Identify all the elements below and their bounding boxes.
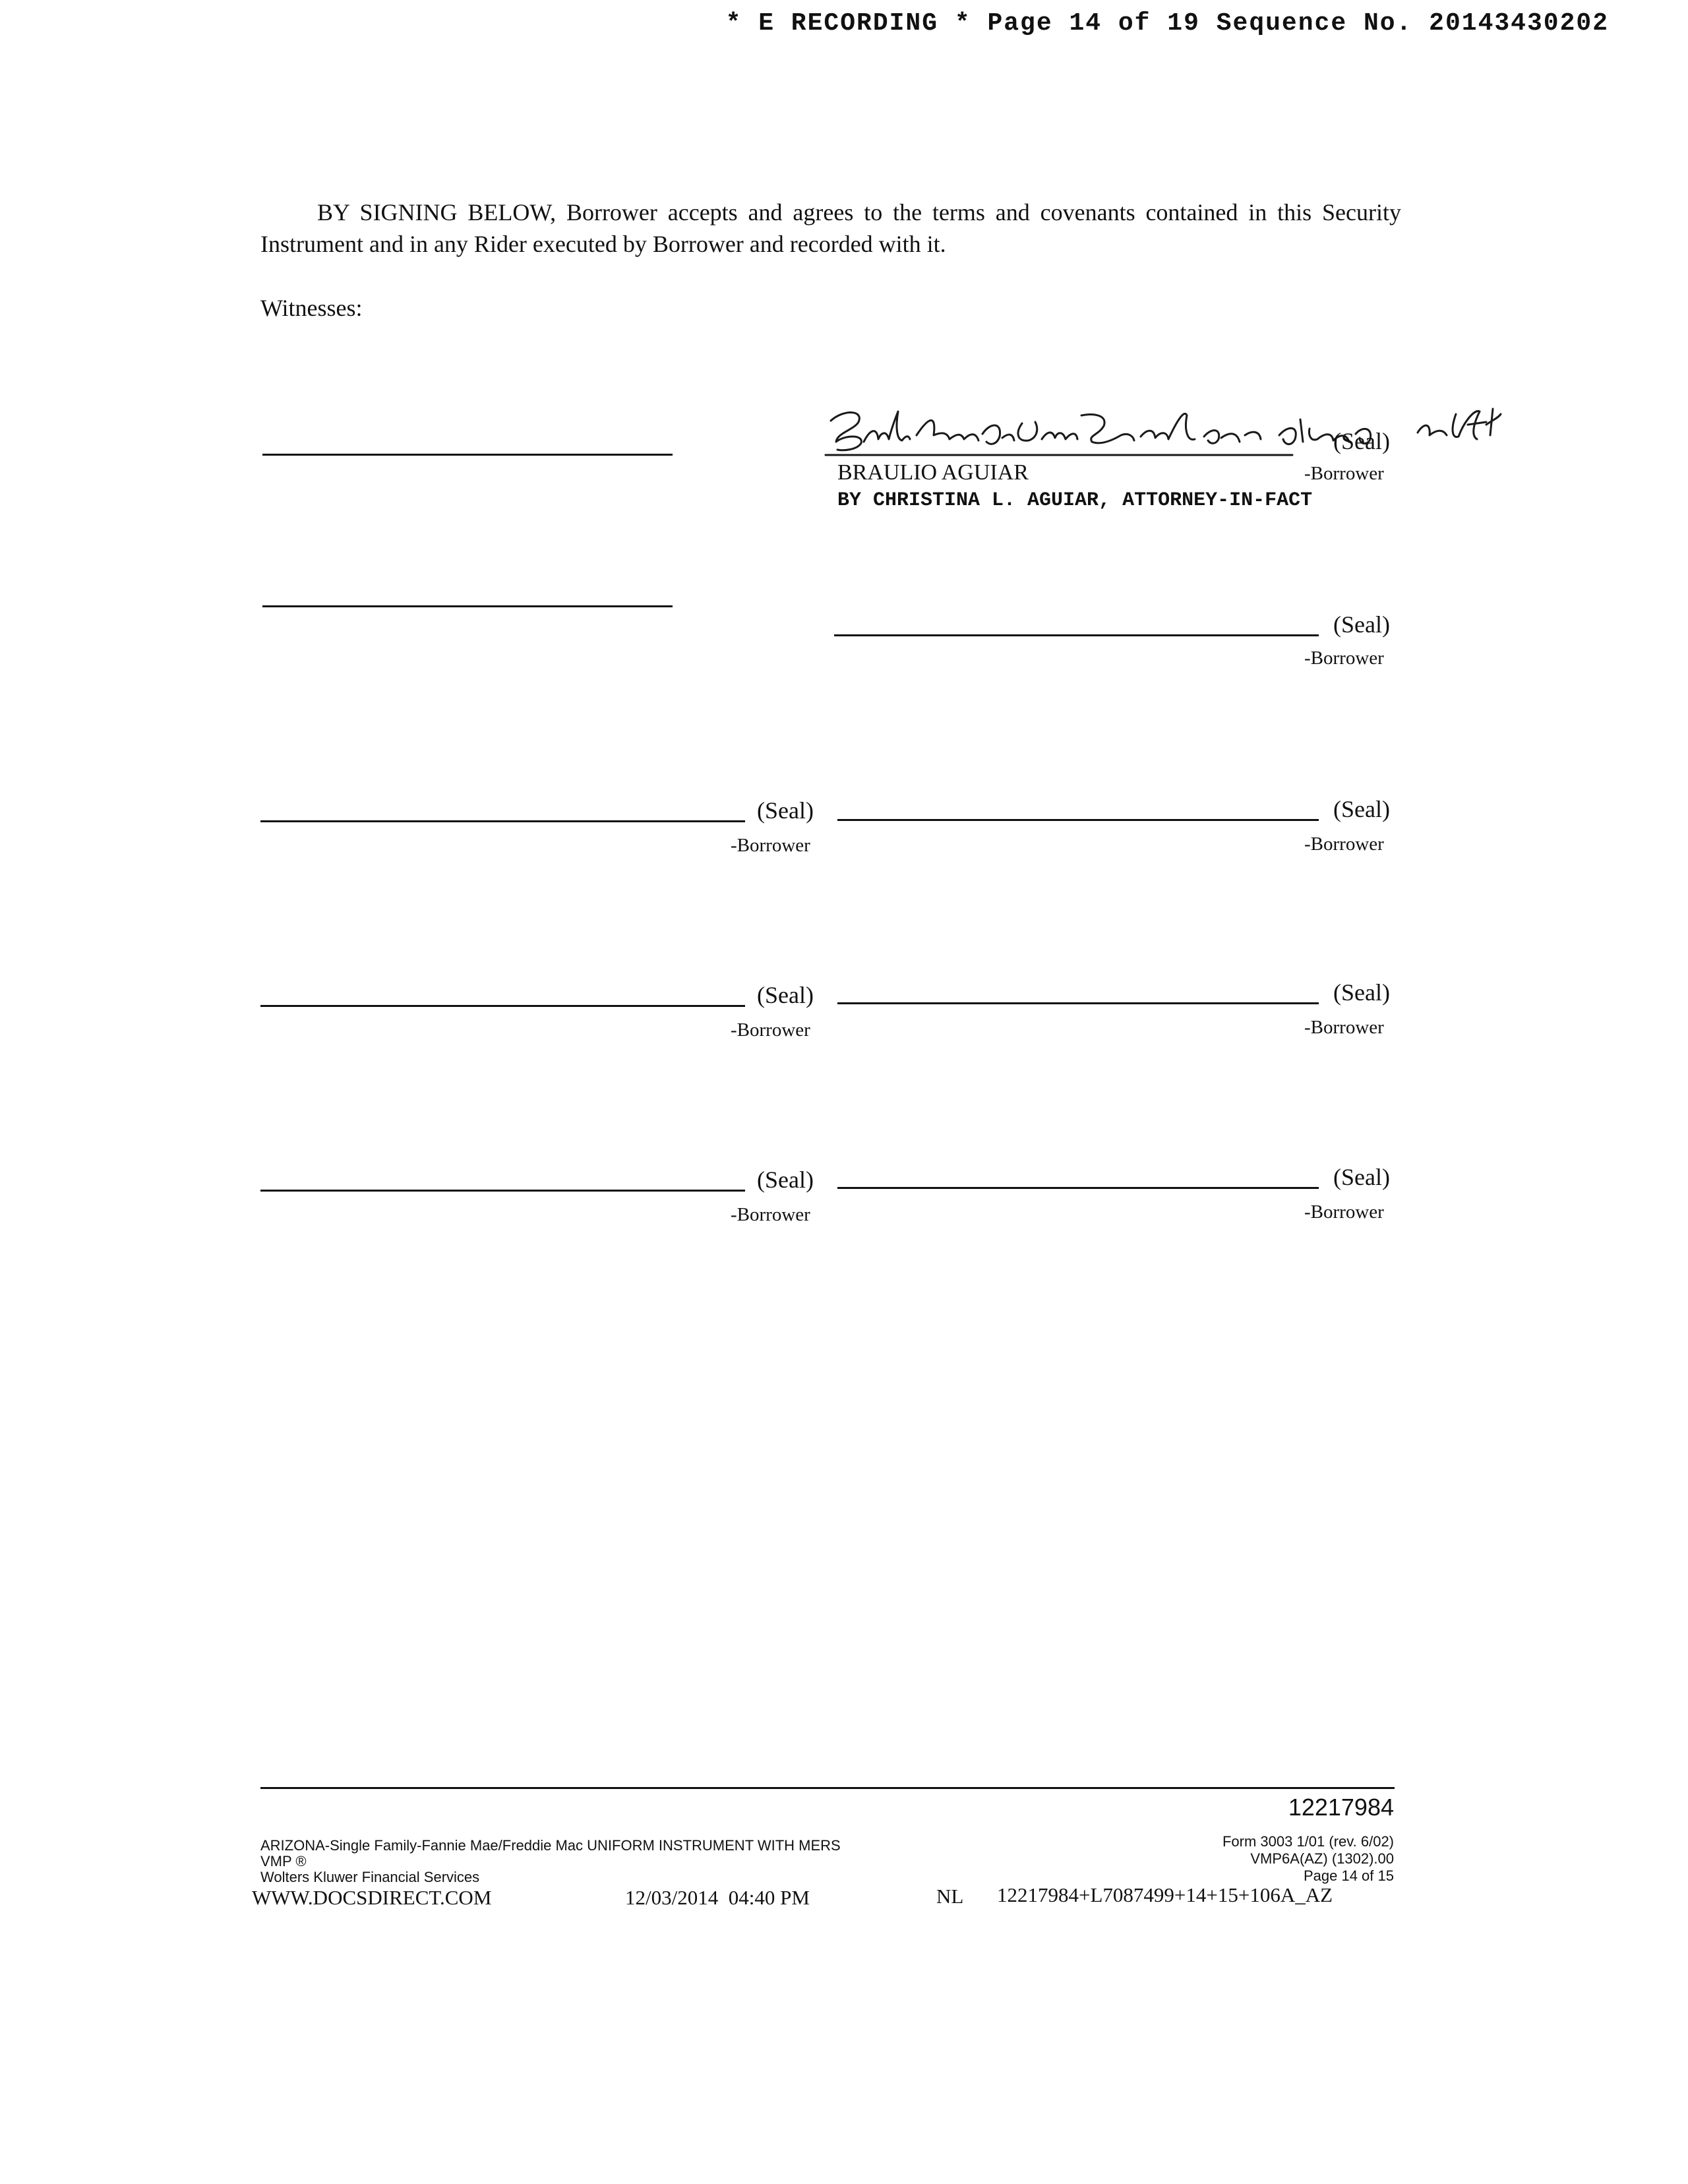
witness-line-1: [262, 454, 673, 456]
initials: NL: [936, 1885, 964, 1908]
seal-label: (Seal): [1333, 1164, 1390, 1190]
seal-label: (Seal): [1333, 979, 1390, 1006]
form-info-left: [260, 1837, 841, 1886]
signature-line: [837, 1002, 1319, 1004]
seal-label: (Seal): [1333, 428, 1390, 454]
borrower-label: -Borrower: [1304, 1017, 1384, 1038]
publisher: Wolters Kluwer Financial Services: [260, 1869, 480, 1885]
borrower-label: -Borrower: [1304, 648, 1384, 669]
signing-statement-text: BY SIGNING BELOW, Borrower accepts and agrees to the terms and covenants contained in this Security Instrument and in any Rider executed by Borrower and recorded with it.: [260, 199, 1401, 257]
attorney-in-fact-line: BY CHRISTINA L. AGUIAR, ATTORNEY-IN-FACT: [837, 489, 1313, 512]
borrower-name: BRAULIO AGUIAR: [837, 460, 1029, 485]
seal-label: (Seal): [757, 982, 814, 1008]
signature-line: [837, 1187, 1319, 1189]
form-number: Form 3003 1/01 (rev. 6/02): [1222, 1833, 1394, 1850]
print-datetime: 12/03/2014 04:40 PM: [625, 1886, 810, 1909]
borrower-label: -Borrower: [731, 1204, 810, 1225]
borrower-label: -Borrower: [731, 835, 810, 856]
document-code: 12217984+L7087499+14+15+106A_AZ: [997, 1883, 1333, 1906]
signature-line: [837, 819, 1319, 821]
signature-block-signed: [818, 396, 1503, 528]
borrower-label: -Borrower: [1304, 463, 1384, 484]
signing-statement: [260, 197, 1401, 260]
handwritten-signature: [818, 396, 1503, 468]
seal-label: (Seal): [1333, 796, 1390, 822]
witness-line-2: [262, 605, 673, 607]
signature-line: [260, 820, 745, 822]
signature-line: [834, 634, 1319, 636]
form-title: ARIZONA-Single Family-Fannie Mae/Freddie Mac UNIFORM INSTRUMENT WITH MERS: [260, 1837, 841, 1854]
seal-label: (Seal): [1333, 611, 1390, 638]
borrower-label: -Borrower: [731, 1019, 810, 1041]
witnesses-label: Witnesses:: [260, 295, 363, 321]
signature-line: [260, 1190, 745, 1192]
vmp-mark: VMP ®: [260, 1853, 307, 1869]
seal-label: (Seal): [757, 1167, 814, 1193]
recording-header: * E RECORDING * Page 14 of 19 Sequence No. 20143430202: [725, 9, 1609, 38]
form-code: VMP6A(AZ) (1302).00: [1250, 1850, 1394, 1867]
borrower-label: -Borrower: [1304, 834, 1384, 855]
seal-label: (Seal): [757, 797, 814, 824]
borrower-label: -Borrower: [1304, 1201, 1384, 1223]
website: WWW.DOCSDIRECT.COM: [252, 1886, 492, 1909]
form-page: Page 14 of 15: [1303, 1867, 1394, 1884]
signature-line: [260, 1005, 745, 1007]
form-info-right: [1222, 1833, 1394, 1885]
loan-number: 12217984: [1288, 1794, 1394, 1821]
footer-rule: [260, 1787, 1395, 1789]
